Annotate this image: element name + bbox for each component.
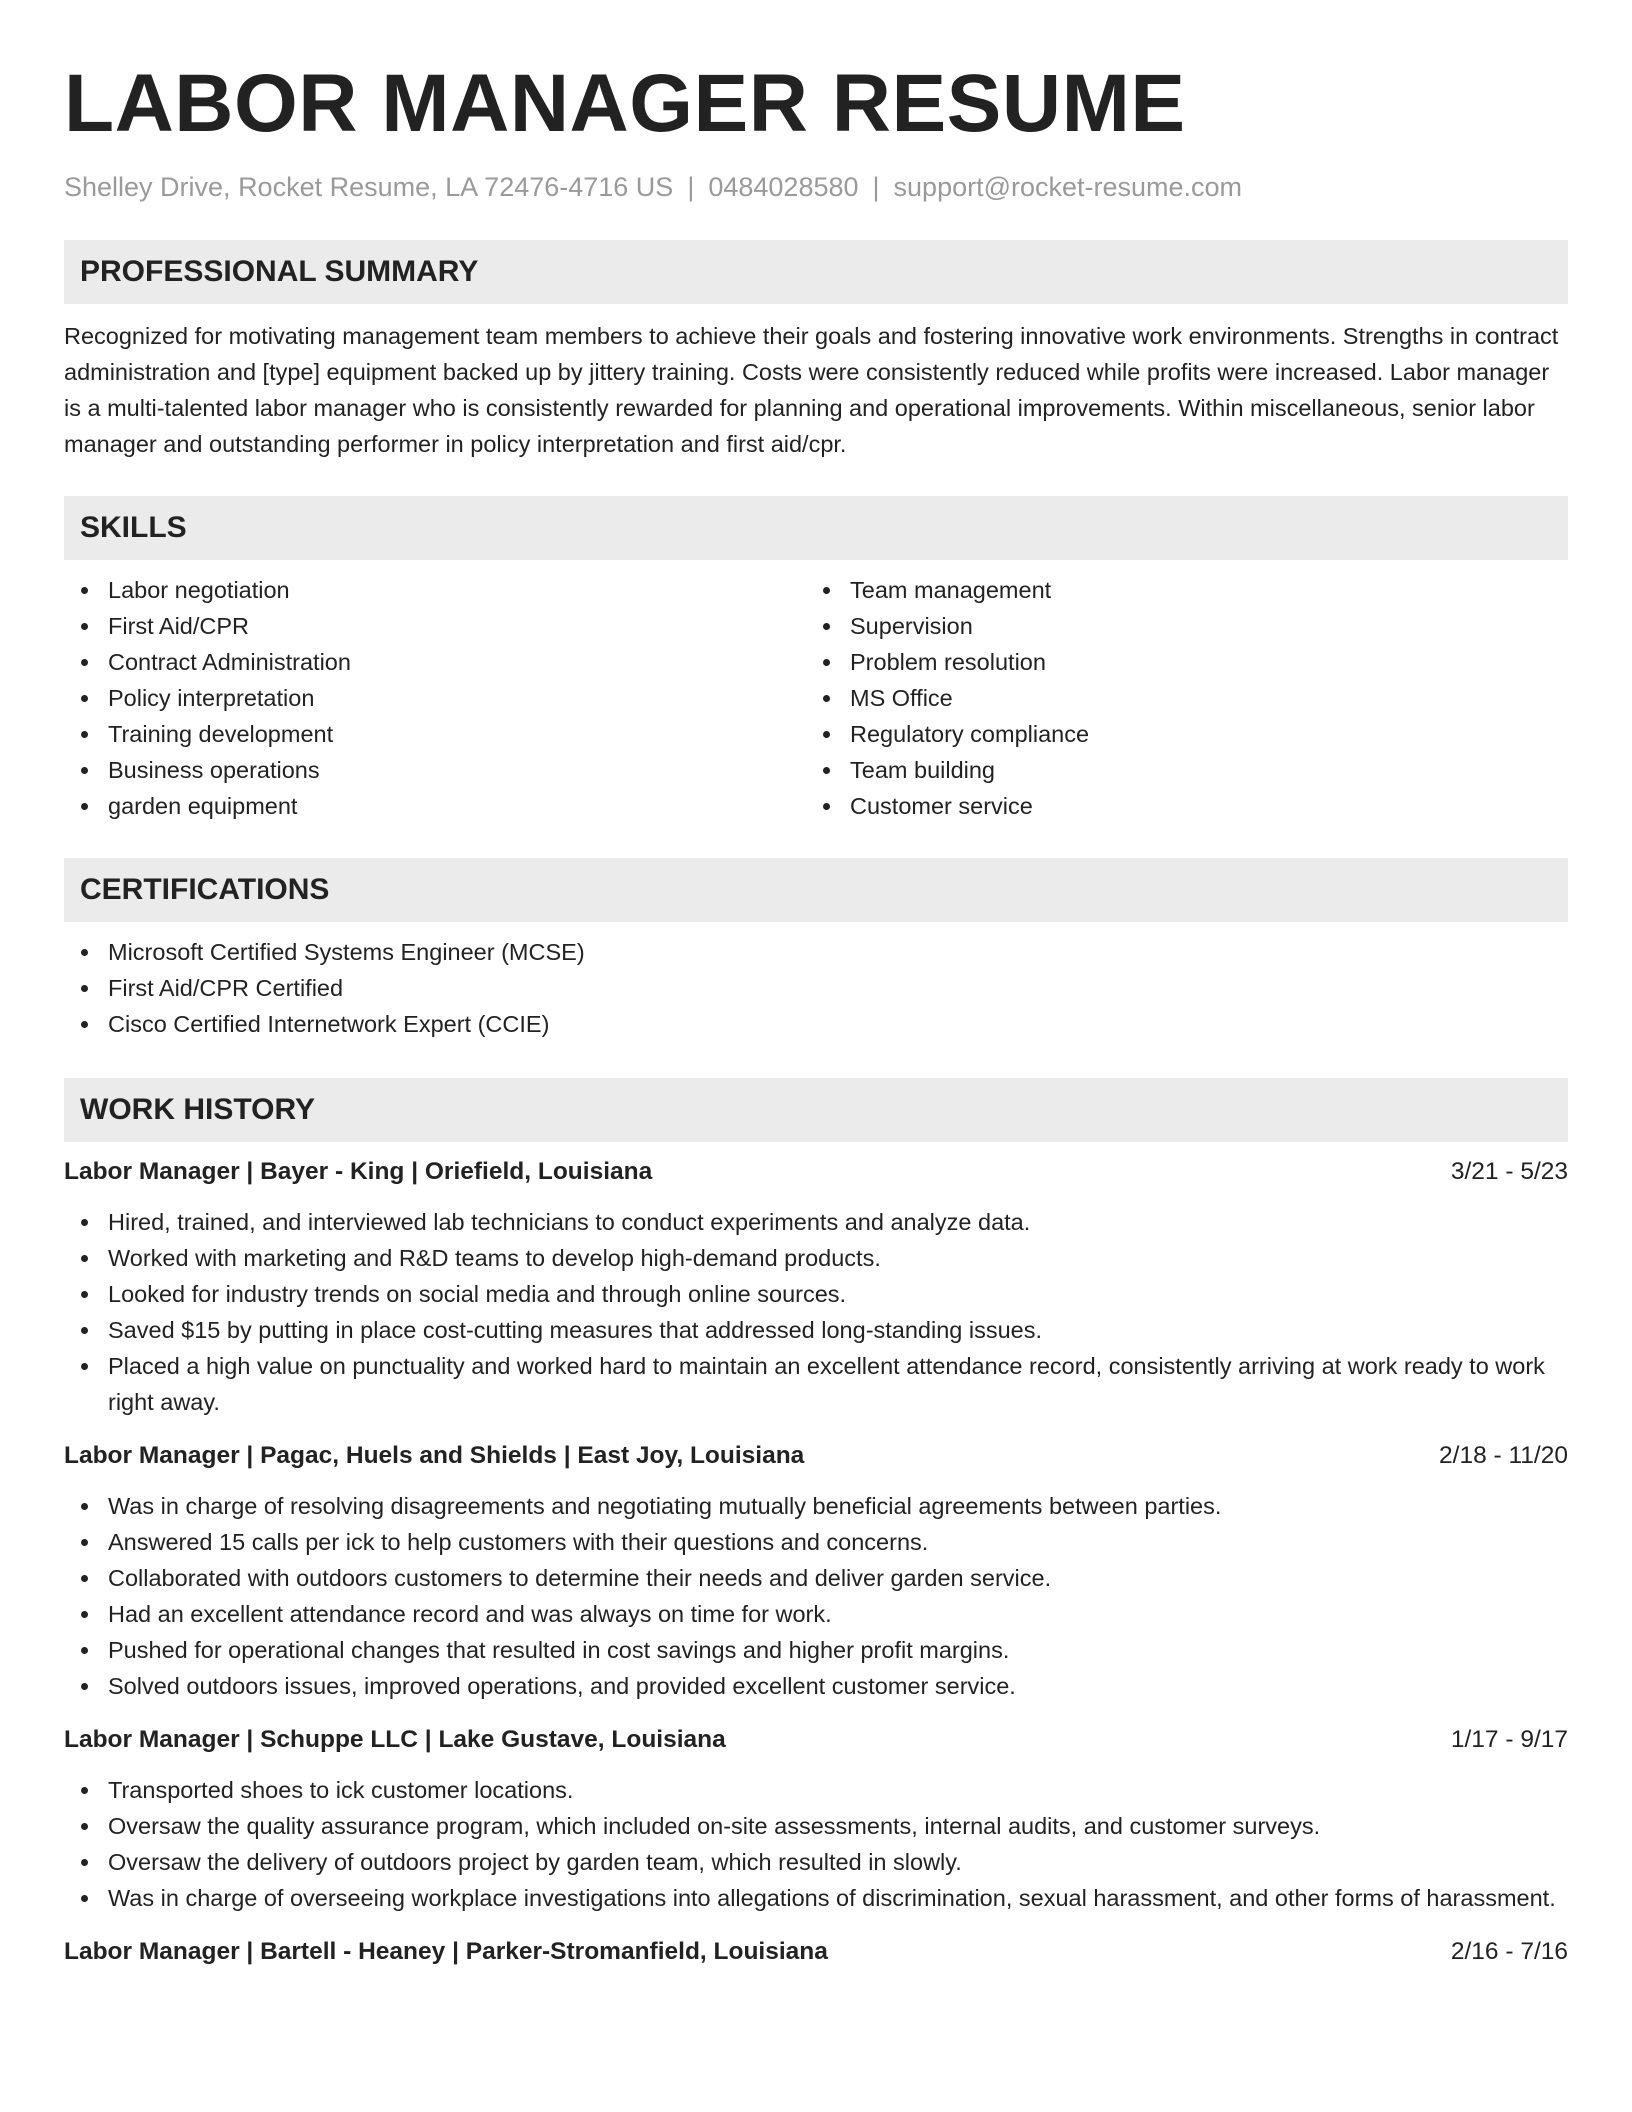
job-entry — [64, 1154, 1568, 1420]
job-bullets — [64, 1772, 1568, 1916]
skill-item: Regulatory compliance — [806, 716, 1548, 752]
skill-item: Team management — [806, 572, 1548, 608]
job-header — [64, 1154, 1568, 1190]
job-bullet: Oversaw the quality assurance program, which included on-site assessments, internal audits, and customer surveys. — [64, 1808, 1568, 1844]
job-bullet: Hired, trained, and interviewed lab technicians to conduct experiments and analyze data. — [64, 1204, 1568, 1240]
skill-item: Customer service — [806, 788, 1548, 824]
section-header-certifications: CERTIFICATIONS — [64, 858, 1568, 922]
job-bullet: Solved outdoors issues, improved operations, and provided excellent customer service. — [64, 1668, 1568, 1704]
skills-list-right — [806, 572, 1548, 824]
job-dates: 3/21 - 5/23 — [1450, 1158, 1568, 1185]
job-bullet: Had an excellent attendance record and was always on time for work. — [64, 1596, 1568, 1632]
skills-grid — [64, 572, 1568, 824]
job-dates: 1/17 - 9/17 — [1450, 1726, 1568, 1753]
job-entry — [64, 1722, 1568, 1916]
job-title: Labor Manager | Schuppe LLC | Lake Gustave, Louisiana — [64, 1726, 726, 1753]
section-header-summary: PROFESSIONAL SUMMARY — [64, 240, 1568, 304]
job-header — [64, 1722, 1568, 1758]
skill-item: Labor negotiation — [64, 572, 806, 608]
skill-item: Policy interpretation — [64, 680, 806, 716]
job-entry — [64, 1438, 1568, 1704]
job-title: Labor Manager | Bayer - King | Oriefield, Louisiana — [64, 1158, 653, 1185]
job-header — [64, 1438, 1568, 1474]
skill-item: First Aid/CPR — [64, 608, 806, 644]
skill-item: Contract Administration — [64, 644, 806, 680]
skill-item: Supervision — [806, 608, 1548, 644]
email: support@rocket-resume.com — [893, 172, 1243, 202]
section-header-work-history: WORK HISTORY — [64, 1078, 1568, 1142]
skill-item: Business operations — [64, 752, 806, 788]
contact-line — [64, 170, 1568, 204]
job-entry — [64, 1934, 1568, 1970]
job-bullets — [64, 1204, 1568, 1420]
job-bullet: Worked with marketing and R&D teams to develop high-demand products. — [64, 1240, 1568, 1276]
section-header-skills: SKILLS — [64, 496, 1568, 560]
job-bullet: Pushed for operational changes that resulted in cost savings and higher profit margins. — [64, 1632, 1568, 1668]
job-bullet: Was in charge of resolving disagreements and negotiating mutually beneficial agreements between parties. — [64, 1488, 1568, 1524]
resume-page — [64, 0, 1568, 1984]
certification-item: Microsoft Certified Systems Engineer (MCSE) — [64, 934, 1568, 970]
job-bullet: Looked for industry trends on social media and through online sources. — [64, 1276, 1568, 1312]
certification-item: Cisco Certified Internetwork Expert (CCIE) — [64, 1006, 1568, 1042]
job-dates: 2/16 - 7/16 — [1450, 1938, 1568, 1965]
job-bullet: Was in charge of overseeing workplace investigations into allegations of discrimination, sexual harassment, and other forms of harassment. — [64, 1880, 1568, 1916]
skill-item: garden equipment — [64, 788, 806, 824]
certifications-list — [64, 934, 1568, 1042]
skill-item: Training development — [64, 716, 806, 752]
job-bullet: Collaborated with outdoors customers to determine their needs and deliver garden service. — [64, 1560, 1568, 1596]
job-bullets — [64, 1488, 1568, 1704]
job-dates: 2/18 - 11/20 — [1439, 1442, 1568, 1469]
phone: 0484028580 — [708, 172, 859, 202]
job-bullet: Oversaw the delivery of outdoors project by garden team, which resulted in slowly. — [64, 1844, 1568, 1880]
skills-list-left — [64, 572, 806, 824]
job-bullet: Transported shoes to ick customer locations. — [64, 1772, 1568, 1808]
job-title: Labor Manager | Bartell - Heaney | Parker-Stromanfield, Louisiana — [64, 1938, 828, 1965]
certification-item: First Aid/CPR Certified — [64, 970, 1568, 1006]
separator: | — [687, 172, 695, 202]
separator: | — [872, 172, 880, 202]
job-header — [64, 1934, 1568, 1970]
summary-text: Recognized for motivating management team members to achieve their goals and fostering innovative work environments. Strengths in contract administration and [type] equipment backed up by jittery training. Costs were consistently reduced while profits were increased. Labor manager is a multi-talented labor manager who is consistently rewarded for planning and operational improvements. Within miscellaneous, senior labor manager and outstanding performer in policy interpretation and first aid/cpr. — [64, 323, 1559, 457]
job-bullet: Answered 15 calls per ick to help customers with their questions and concerns. — [64, 1524, 1568, 1560]
address: Shelley Drive, Rocket Resume, LA 72476-4716 US — [64, 172, 674, 202]
job-bullet: Placed a high value on punctuality and worked hard to maintain an excellent attendance record, consistently arriving at work ready to work right away. — [64, 1348, 1568, 1420]
job-bullet: Saved $15 by putting in place cost-cutting measures that addressed long-standing issues. — [64, 1312, 1568, 1348]
resume-title: LABOR MANAGER RESUME — [64, 58, 1186, 149]
job-title: Labor Manager | Pagac, Huels and Shields | East Joy, Louisiana — [64, 1442, 805, 1469]
skill-item: MS Office — [806, 680, 1548, 716]
skill-item: Problem resolution — [806, 644, 1548, 680]
skill-item: Team building — [806, 752, 1548, 788]
